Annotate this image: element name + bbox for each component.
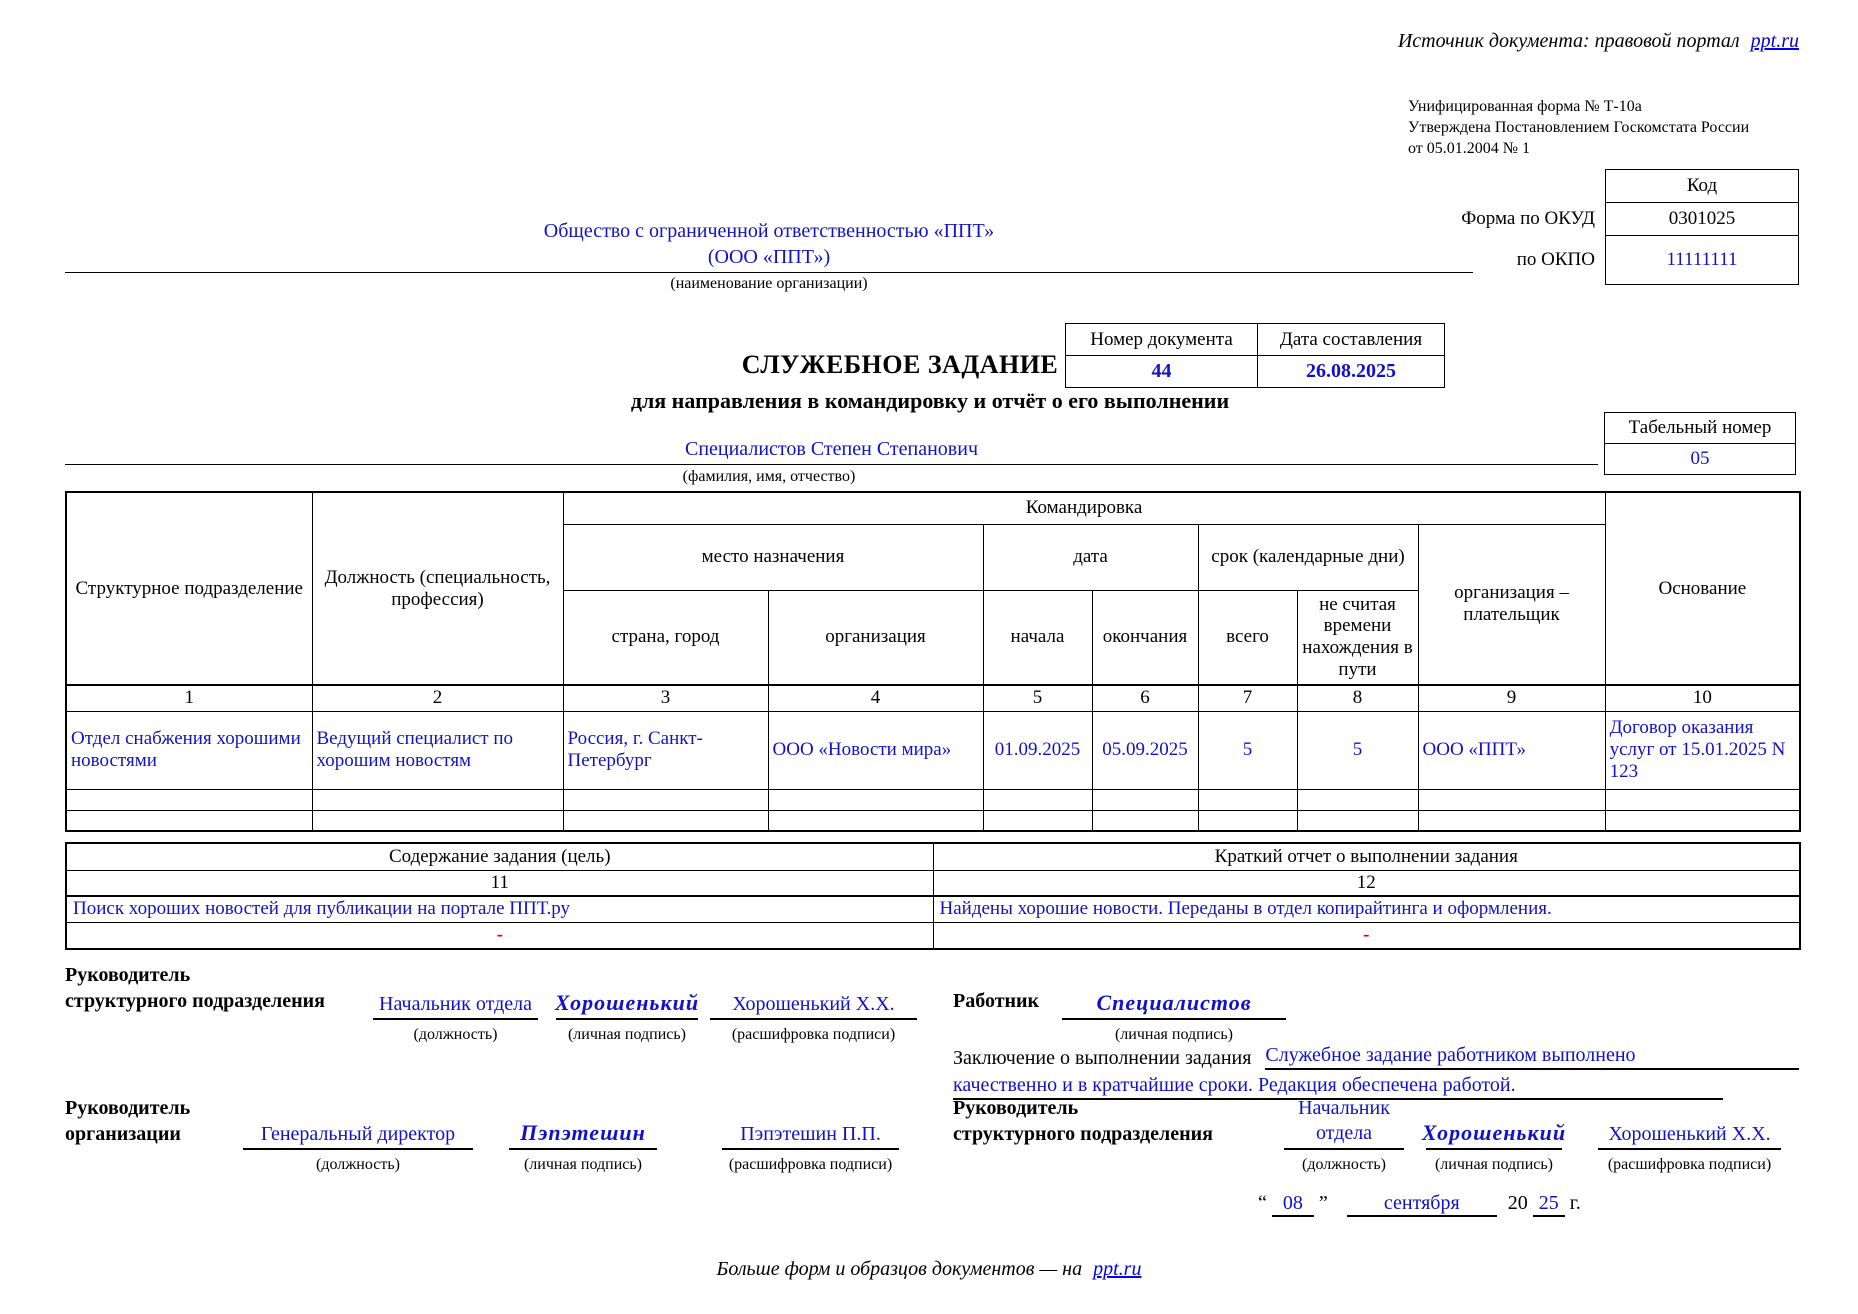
date-year-prefix: 20: [1507, 1192, 1528, 1214]
name-caption: (расшифровка подписи): [728, 1156, 893, 1173]
employee-caption: (фамилия, имя, отчество): [682, 468, 856, 485]
doc-number-label: Номер документа: [1066, 324, 1258, 356]
col-total-header: всего: [1198, 590, 1297, 685]
cell-excluding-travel-days: 5: [1297, 711, 1418, 789]
task-dash: -: [66, 922, 933, 949]
employee-signature-caption: (личная подпись): [1114, 1026, 1234, 1043]
signature-caption: (личная подпись): [523, 1156, 643, 1173]
conclusion-text-line2: качественно и в кратчайшие сроки. Редакция обеспечена работой.: [953, 1074, 1723, 1100]
signature-caption: (личная подпись): [1434, 1156, 1554, 1173]
head-unit-bottom-name-field: Хорошенький Х.Х.: [1598, 1110, 1781, 1150]
trip-data-row: [66, 711, 1800, 789]
report-header: Краткий отчет о выполнении задания: [933, 843, 1800, 870]
col-number: 10: [1605, 685, 1800, 711]
trip-table: [65, 491, 1801, 832]
position-caption: (должность): [316, 1156, 400, 1173]
okpo-value: 11111111: [1606, 236, 1799, 285]
open-quote: “: [1258, 1192, 1267, 1214]
col-paying-org-header: организация – плательщик: [1418, 524, 1605, 685]
personnel-number-value: 05: [1605, 444, 1796, 475]
col-number: 7: [1198, 685, 1297, 711]
organization-caption: (наименование организации): [670, 275, 868, 292]
trip-empty-row: [66, 789, 1800, 810]
col-number: 6: [1092, 685, 1198, 711]
col-basis-header: Основание: [1605, 492, 1800, 685]
trip-group-header: Командировка: [563, 492, 1605, 524]
report-col-number: 12: [933, 870, 1800, 896]
cell-end-date: 05.09.2025: [1092, 711, 1198, 789]
col-structural-unit-header: Структурное подразделение: [66, 492, 312, 685]
col-number: 3: [563, 685, 768, 711]
close-quote: ”: [1318, 1192, 1328, 1214]
task-report-table: [65, 842, 1801, 950]
employee-signature-field: [1062, 980, 1286, 1020]
name-caption: (расшифровка подписи): [731, 1026, 896, 1043]
employee-name: Специалистов Степен Степанович: [684, 438, 979, 460]
cell-start-date: 01.09.2025: [983, 711, 1092, 789]
cell-position: Ведущий специалист по хорошим новостям: [312, 711, 563, 789]
col-number: 8: [1297, 685, 1418, 711]
head-org-name-field: Пэпэтешин П.П.: [722, 1110, 899, 1150]
cell-paying-org: ООО «ППТ»: [1418, 711, 1605, 789]
personnel-number-block: [1604, 412, 1796, 475]
organization-name: Общество с ограниченной ответственностью «ППТ»: [543, 220, 995, 242]
signature-script: Хорошенький: [1421, 1120, 1567, 1145]
head-org-label: Руководитель организации: [65, 1097, 191, 1145]
col-number: 1: [66, 685, 312, 711]
col-end-header: окончания: [1092, 590, 1198, 685]
form-info-line3: от 05.01.2004 № 1: [1408, 140, 1531, 158]
codes-spacer: [1394, 170, 1606, 203]
date-day: 08: [1272, 1192, 1314, 1217]
signature-caption: (личная подпись): [567, 1026, 687, 1043]
term-group-header: срок (календарные дни): [1198, 524, 1418, 590]
cell-structural-unit: Отдел снабжения хорошими новостями: [66, 711, 312, 789]
footer: [0, 1258, 1858, 1281]
head-unit-bottom-signature-field: [1421, 1110, 1567, 1150]
document-subtitle: для направления в командировку и отчёт о его выполнении: [630, 388, 1230, 413]
signature-script: Хорошенький: [554, 990, 700, 1015]
okpo-label: по ОКПО: [1516, 249, 1595, 270]
position-caption: (должность): [413, 1026, 498, 1043]
doc-number-value: 44: [1066, 356, 1258, 388]
signature-script: Специалистов: [1096, 990, 1252, 1015]
date-suffix: г.: [1569, 1192, 1581, 1214]
report-text: Найдены хорошие новости. Переданы в отдел копирайтинга и оформления.: [933, 896, 1800, 922]
col-number: 2: [312, 685, 563, 711]
footer-link-ppt-ru[interactable]: ppt.ru: [1093, 1258, 1142, 1280]
task-text: Поиск хороших новостей для публикации на портале ППТ.ру: [66, 896, 933, 922]
source-line: [1398, 30, 1799, 53]
conclusion-block: [953, 1044, 1799, 1070]
date-group-header: дата: [983, 524, 1198, 590]
codes-header: Код: [1606, 170, 1799, 203]
date-month: сентября: [1347, 1192, 1497, 1217]
head-unit-top-name-field: Хорошенький Х.Х.: [710, 980, 917, 1020]
date-year: 25: [1533, 1192, 1565, 1217]
conclusion-label: Заключение о выполнении задания: [953, 1047, 1252, 1069]
head-org-position-field: Генеральный директор: [243, 1110, 473, 1150]
form-info-block: [1408, 96, 1749, 159]
footer-text: Больше форм и образцов документов — на: [716, 1258, 1083, 1280]
organization-short-name: (ООО «ППТ»): [707, 246, 831, 268]
report-dash: -: [933, 922, 1800, 949]
doc-date-label: Дата составления: [1258, 324, 1445, 356]
head-unit-bottom-label: Руководитель структурного подразделения: [953, 1097, 1213, 1145]
source-link-ppt-ru[interactable]: ppt.ru: [1750, 30, 1799, 52]
cell-total-days: 5: [1198, 711, 1297, 789]
col-number: 9: [1418, 685, 1605, 711]
col-organization-header: организация: [768, 590, 983, 685]
okud-value: 0301025: [1606, 203, 1799, 236]
head-unit-top-label: Руководитель структурного подразделения: [65, 964, 325, 1012]
head-unit-top-position-field: Начальник отдела: [373, 980, 538, 1020]
col-number: 4: [768, 685, 983, 711]
task-header: Содержание задания (цель): [66, 843, 933, 870]
cell-basis: Договор оказания услуг от 15.01.2025 N 123: [1605, 711, 1800, 789]
personnel-number-label: Табельный номер: [1605, 413, 1796, 444]
head-unit-top-signature-field: [556, 980, 698, 1020]
source-line-text: Источник документа: правовой портал: [1397, 30, 1740, 52]
form-info-line2: Утверждена Постановлением Госкомстата России: [1408, 119, 1750, 137]
okud-label: Форма по ОКУД: [1461, 208, 1595, 229]
document-date-line: [1258, 1192, 1581, 1217]
name-caption: (расшифровка подписи): [1607, 1156, 1772, 1173]
trip-empty-row: [66, 810, 1800, 831]
col-number: 5: [983, 685, 1092, 711]
doc-date-value: 26.08.2025: [1258, 356, 1445, 388]
col-position-header: Должность (специальность, профессия): [312, 492, 563, 685]
organization-block: [65, 218, 1473, 293]
head-org-signature-field: [509, 1110, 657, 1150]
task-col-number: 11: [66, 870, 933, 896]
document-title: СЛУЖЕБНОЕ ЗАДАНИЕ: [741, 350, 1059, 379]
conclusion-text-line1: Служебное задание работником выполнено: [1265, 1044, 1799, 1070]
head-unit-bottom-position-field: Начальник отдела: [1284, 1094, 1404, 1150]
signature-script: Пэпэтешин: [520, 1120, 646, 1145]
form-info-line1: Унифицированная форма № Т-10а: [1408, 98, 1642, 115]
destination-group-header: место назначения: [563, 524, 983, 590]
cell-country-city: Россия, г. Санкт-Петербург: [563, 711, 768, 789]
cell-organization: ООО «Новости мира»: [768, 711, 983, 789]
employee-sign-label: Работник: [953, 990, 1040, 1012]
col-excluding-travel-header: не считая времени нахождения в пути: [1297, 590, 1418, 685]
col-start-header: начала: [983, 590, 1092, 685]
col-country-city-header: страна, город: [563, 590, 768, 685]
position-caption: (должность): [1302, 1156, 1386, 1173]
